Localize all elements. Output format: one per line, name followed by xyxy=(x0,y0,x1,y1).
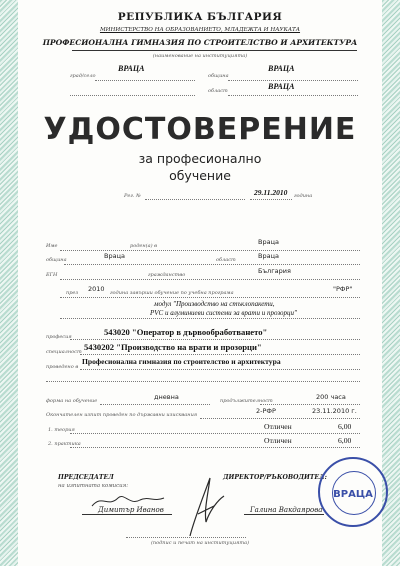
profession-line xyxy=(70,339,360,340)
district-value: ВРАЦА xyxy=(268,82,295,91)
certificate-subtitle-2: обучение xyxy=(169,168,231,183)
theory-score: 6,00 xyxy=(338,422,352,431)
municipality-value: ВРАЦА xyxy=(268,64,295,73)
footer-line xyxy=(126,537,246,538)
chair-name: Димитър Иванов xyxy=(98,506,164,514)
egn-label: ЕГН xyxy=(46,272,58,278)
birth-label: роден(а) в xyxy=(130,243,158,249)
person-district-value: Враца xyxy=(258,252,279,260)
person-birth-value: Враца xyxy=(104,252,125,260)
blank-line xyxy=(46,381,360,382)
specialty-value: 5430202 "Производство на врати и прозорци" xyxy=(84,342,262,352)
country-value: България xyxy=(258,267,291,275)
certificate-subtitle-1: за професионално xyxy=(138,151,262,166)
theory-grade: Отличен xyxy=(264,422,292,431)
theory-line xyxy=(70,433,360,434)
person-municipality-label: община xyxy=(46,257,67,263)
program-suffix: "РФР" xyxy=(333,285,353,293)
year-value: 2010 xyxy=(88,285,105,293)
city-value: ВРАЦА xyxy=(118,64,145,73)
director-sign-line xyxy=(244,514,324,515)
school-underline xyxy=(72,50,357,51)
reg-prefix: Рег. № xyxy=(124,193,141,199)
district-line xyxy=(228,95,358,96)
school-title: ПРОФЕСИОНАЛНА ГИМНАЗИЯ ПО СТРОИТЕЛСТВО И АРХИТЕКТУРА xyxy=(42,38,358,47)
practice-score: 6,00 xyxy=(338,436,352,445)
chair-sign-line xyxy=(82,514,172,515)
specialty-line xyxy=(80,354,360,355)
theory-label: 1. теория xyxy=(48,427,75,433)
institution-value: Професионална гимназия по строителство и архитектура xyxy=(82,357,281,366)
egn-line xyxy=(60,279,360,280)
form-line xyxy=(100,404,210,405)
birth-top-value: Враца xyxy=(258,238,279,246)
republic-title: РЕПУБЛИКА БЪЛГАРИЯ xyxy=(117,11,283,23)
person-district-label: област xyxy=(216,257,236,263)
program-line xyxy=(60,297,360,298)
municipality-row-line xyxy=(64,264,360,265)
municipality-label: община xyxy=(208,73,229,79)
school-caption: (наименование на институцията) xyxy=(152,53,248,59)
program-label: година завърши обучение по учебна програма xyxy=(110,290,234,296)
school-stamp xyxy=(318,457,388,527)
form-label: форма на обучение xyxy=(46,398,98,404)
profession-label: професия xyxy=(46,334,72,340)
city-label: град/село xyxy=(70,73,96,79)
form-value: дневна xyxy=(154,393,179,401)
practice-label: 2. практика xyxy=(48,441,81,447)
district-label: област xyxy=(208,88,228,94)
year-label: през xyxy=(66,290,79,296)
country-label: гражданство xyxy=(148,272,186,278)
footer-note: (подпис и печат на институцията) xyxy=(150,540,250,546)
ministry-title: МИНИСТЕРСТВО НА ОБРАЗОВАНИЕТО, МЛАДЕЖТА И НАУКАТА xyxy=(99,27,301,33)
chair-label: ПРЕДСЕДАТЕЛ xyxy=(58,474,114,481)
institution-line xyxy=(80,369,360,370)
profession-value: 543020 "Оператор в дървообработването" xyxy=(104,327,268,337)
left-border-pattern xyxy=(0,0,18,566)
exam-label: Окончателен изпит проведен по държавни изисквания xyxy=(46,412,198,418)
director-signature xyxy=(180,470,230,540)
protocol-value: 2-РФР xyxy=(256,407,276,415)
chair-sub: на изпитната комисия: xyxy=(58,483,129,489)
reg-date-line xyxy=(250,199,292,200)
director-name: Галина Вакдаярова xyxy=(250,506,323,514)
name-line xyxy=(60,250,360,251)
hours-value: 200 часа xyxy=(316,393,346,401)
extra-line xyxy=(70,95,195,96)
institution-label: проведено в xyxy=(46,364,79,370)
reg-line xyxy=(145,199,245,200)
protocol-date: 23.11.2010 г. xyxy=(312,407,357,415)
reg-suffix: година xyxy=(294,193,313,199)
specialty-label: специалност xyxy=(46,349,82,355)
hours-line xyxy=(260,404,360,405)
module-line xyxy=(60,318,360,319)
director-label: ДИРЕКТОР/РЪКОВОДИТЕЛ: xyxy=(223,474,327,481)
city-line xyxy=(95,80,195,81)
module-line-2: PVC и алуминиеви системи за врати и прозорци" xyxy=(150,309,297,317)
hours-label: продължителност xyxy=(220,398,273,404)
stamp-text: ВРАЦА xyxy=(333,489,373,500)
reg-date: 29.11.2010 xyxy=(254,188,288,197)
practice-line xyxy=(70,447,360,448)
name-label: Име xyxy=(46,243,58,249)
exam-line xyxy=(200,418,360,419)
municipality-line xyxy=(228,80,358,81)
practice-grade: Отличен xyxy=(264,436,292,445)
module-line-1: модул "Производство на стъклопакети, xyxy=(154,300,275,308)
certificate-title: УДОСТОВЕРЕНИЕ xyxy=(43,112,357,147)
